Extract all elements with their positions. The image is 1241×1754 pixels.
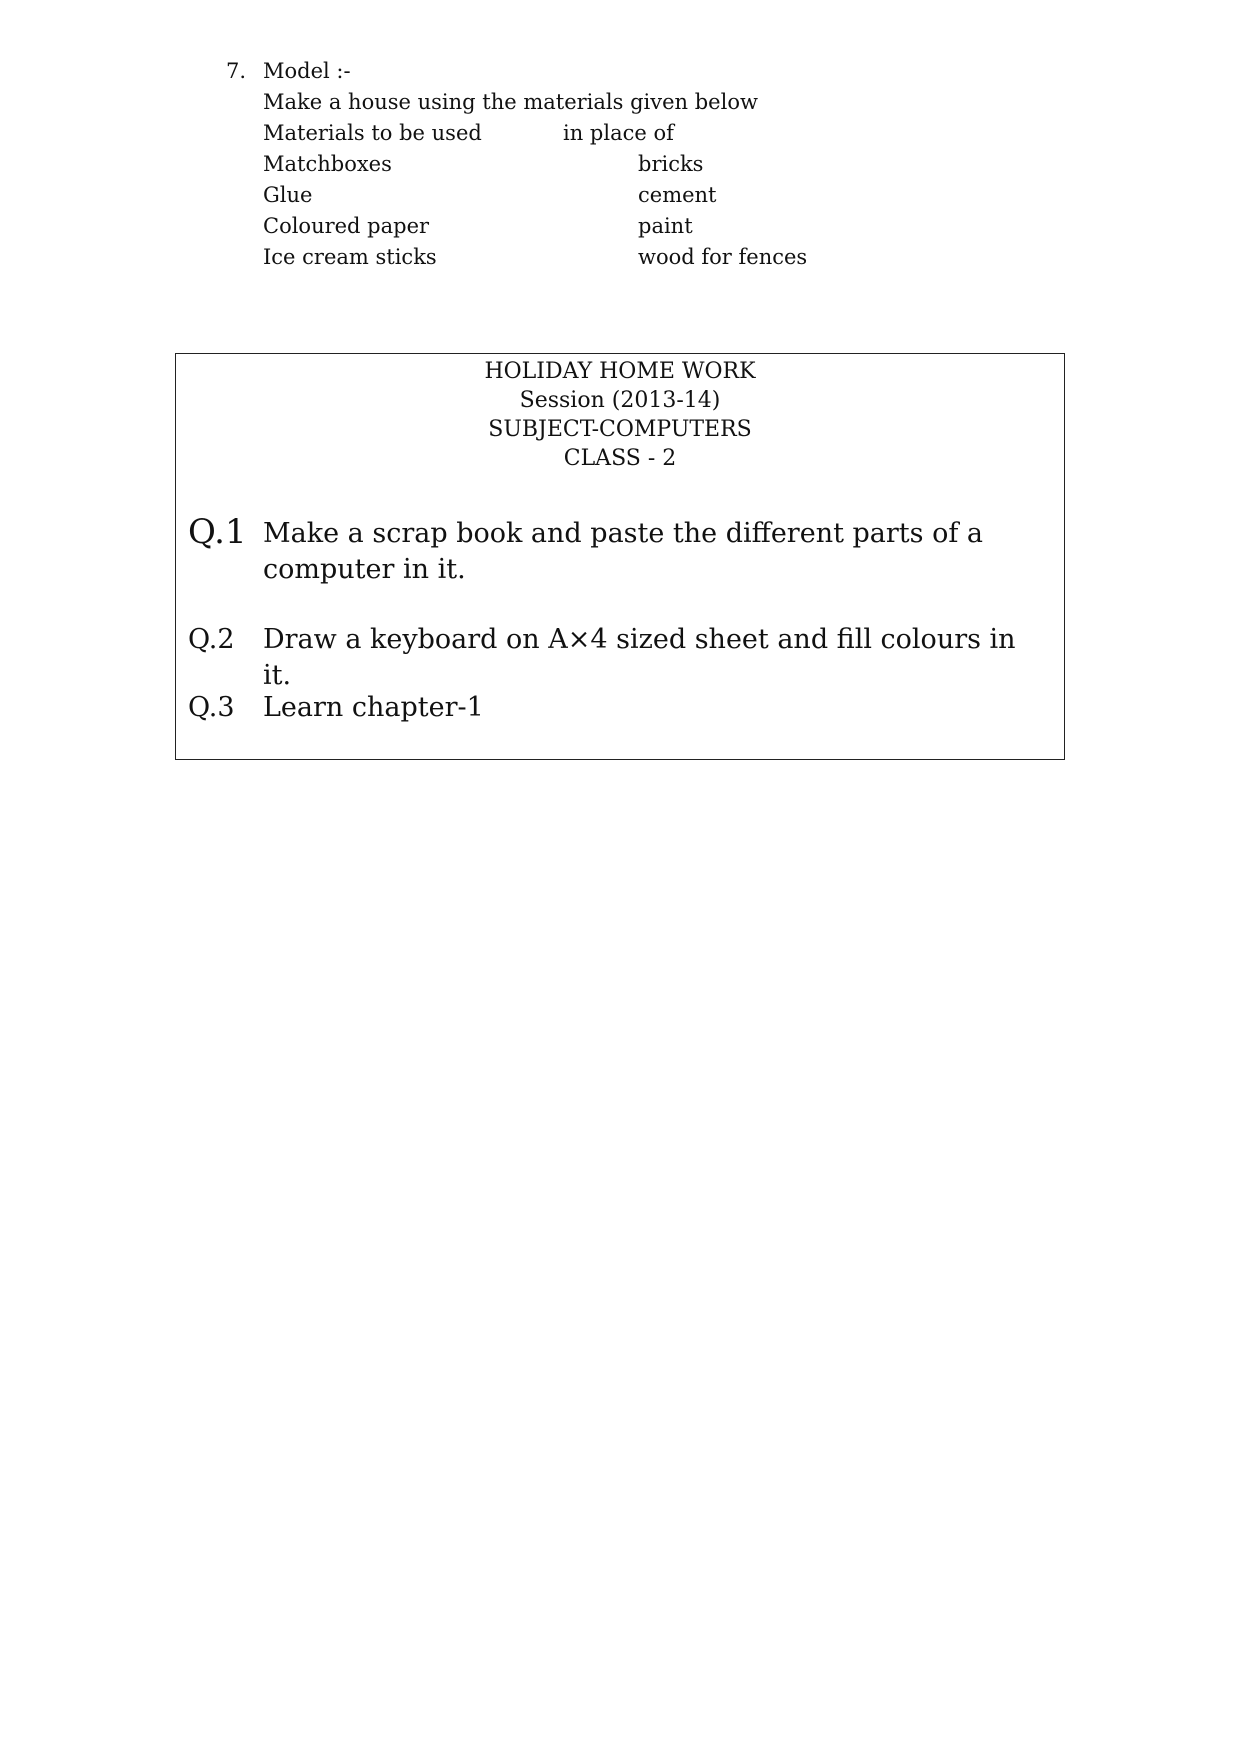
materials-column-header: Materials to be used [263, 121, 482, 145]
question-text: Learn chapter-1 [263, 692, 484, 723]
material-replaces: bricks [638, 152, 704, 176]
material-replaces: cement [638, 183, 717, 207]
question-number: Q.2 [188, 624, 235, 655]
holiday-homework-box [175, 353, 1065, 760]
homework-session: Session (2013-14) [519, 388, 721, 413]
material-name: Coloured paper [263, 214, 430, 238]
material-row [0, 210, 1241, 242]
material-name: Ice cream sticks [263, 245, 437, 269]
model-heading: Model :- [263, 59, 351, 83]
homework-title: HOLIDAY HOME WORK [484, 359, 756, 384]
material-replaces: wood for fences [638, 245, 808, 269]
model-instruction: Make a house using the materials given below [263, 90, 758, 114]
model-item-number: 7. [226, 59, 247, 83]
question-number: Q.3 [188, 692, 235, 723]
homework-subject: SUBJECT-COMPUTERS [488, 417, 752, 442]
material-name: Glue [263, 183, 313, 207]
material-name: Matchboxes [263, 152, 392, 176]
material-row [0, 241, 1241, 273]
material-replaces: paint [638, 214, 693, 238]
homework-class: CLASS - 2 [563, 446, 677, 471]
question-text: Make a scrap book and paste the different parts of a computer in it. [263, 518, 984, 585]
model-section [0, 0, 1241, 300]
material-row [0, 148, 1241, 180]
question-text: Draw a keyboard on A×4 sized sheet and fill colours in it. [263, 624, 1016, 691]
material-row [0, 179, 1241, 211]
homework-header [176, 354, 1064, 473]
replacement-column-header: in place of [563, 121, 674, 145]
question-number: Q.1 [188, 512, 247, 552]
